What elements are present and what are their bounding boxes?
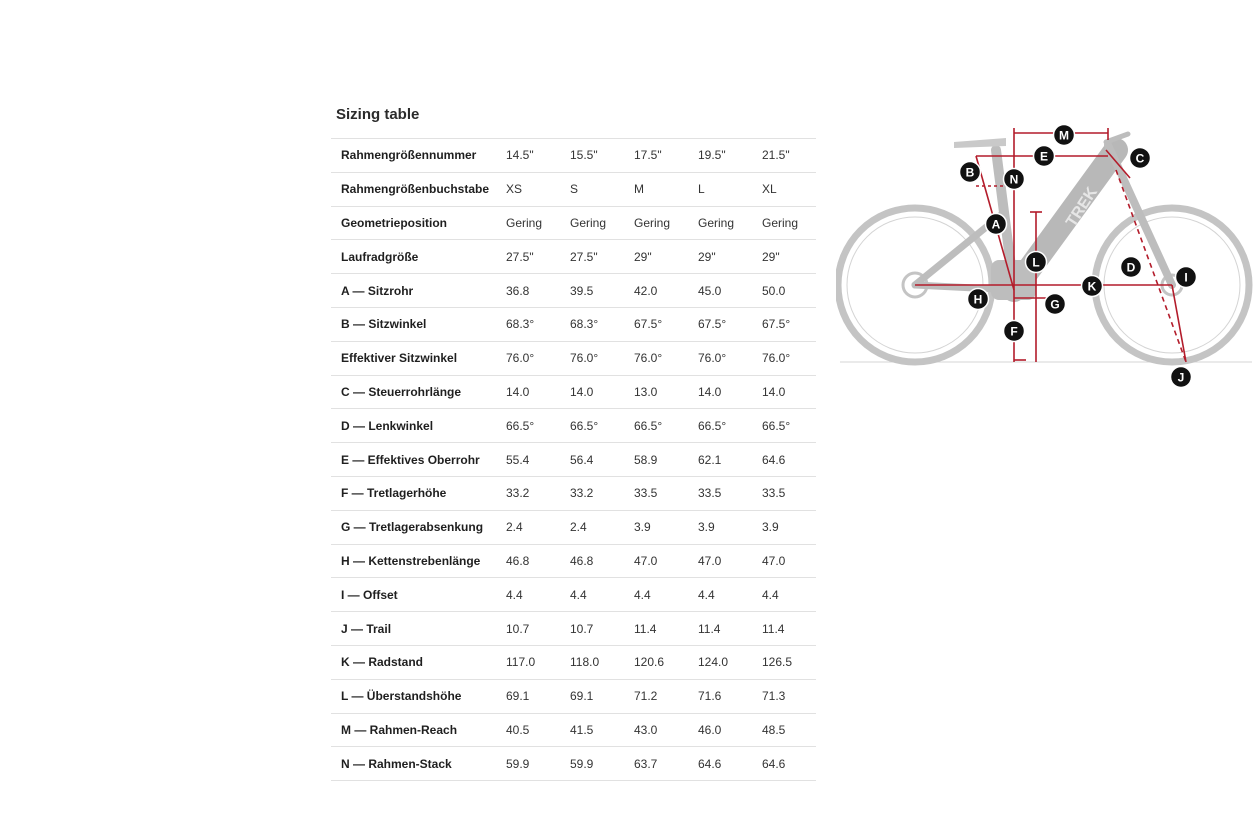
table-cell: 76.0° (624, 341, 688, 375)
table-cell: Gering (624, 206, 688, 240)
marker-label: N (1009, 172, 1019, 187)
table-row (331, 172, 816, 206)
table-cell: 69.1 (560, 679, 624, 713)
table-cell: 126.5 (752, 645, 816, 679)
marker-i (1176, 267, 1197, 288)
table-cell: Gering (688, 206, 752, 240)
table-cell: 58.9 (624, 443, 688, 477)
table-cell: 66.5° (752, 409, 816, 443)
table-cell: 46.8 (496, 544, 560, 578)
sizing-table (331, 138, 816, 781)
marker-label: L (1032, 255, 1040, 270)
marker-e (1034, 146, 1055, 167)
table-cell: 62.1 (688, 443, 752, 477)
table-cell: 71.3 (752, 679, 816, 713)
table-row (331, 240, 816, 274)
marker-l (1026, 252, 1047, 273)
table-cell: 27.5" (496, 240, 560, 274)
table-cell: 33.2 (560, 476, 624, 510)
table-cell: 71.6 (688, 679, 752, 713)
row-label: Effektiver Sitzwinkel (331, 341, 496, 375)
table-row (331, 206, 816, 240)
table-cell: 21.5" (752, 139, 816, 173)
table-cell: 63.7 (624, 747, 688, 781)
table-cell: 56.4 (560, 443, 624, 477)
table-cell: Gering (752, 206, 816, 240)
table-cell: 59.9 (496, 747, 560, 781)
row-label: D — Lenkwinkel (331, 409, 496, 443)
table-cell: 71.2 (624, 679, 688, 713)
marker-label: G (1050, 297, 1060, 312)
table-cell: 76.0° (688, 341, 752, 375)
table-cell: 64.6 (752, 443, 816, 477)
table-cell: 43.0 (624, 713, 688, 747)
table-row (331, 476, 816, 510)
table-cell: 33.5 (624, 476, 688, 510)
row-label: K — Radstand (331, 645, 496, 679)
table-row (331, 510, 816, 544)
marker-a (986, 214, 1007, 235)
table-cell: 76.0° (560, 341, 624, 375)
table-cell: 39.5 (560, 274, 624, 308)
table-cell: 67.5° (752, 307, 816, 341)
table-cell: 68.3° (496, 307, 560, 341)
table-row (331, 341, 816, 375)
table-cell: 64.6 (688, 747, 752, 781)
row-label: I — Offset (331, 578, 496, 612)
marker-label: D (1126, 260, 1136, 275)
table-cell: 33.5 (752, 476, 816, 510)
marker-label: K (1087, 279, 1097, 294)
row-label: L — Überstandshöhe (331, 679, 496, 713)
table-row (331, 679, 816, 713)
table-cell: 10.7 (496, 612, 560, 646)
table-cell: 3.9 (752, 510, 816, 544)
bike-geometry-diagram (836, 120, 1256, 395)
table-cell: 40.5 (496, 713, 560, 747)
table-cell: 66.5° (624, 409, 688, 443)
marker-j (1171, 367, 1192, 388)
table-cell: 13.0 (624, 375, 688, 409)
table-cell: 17.5" (624, 139, 688, 173)
table-cell: 14.5" (496, 139, 560, 173)
marker-g (1045, 294, 1066, 315)
row-label: J — Trail (331, 612, 496, 646)
table-cell: 46.8 (560, 544, 624, 578)
table-row (331, 544, 816, 578)
marker-label: F (1010, 324, 1018, 339)
row-label: N — Rahmen-Stack (331, 747, 496, 781)
table-cell: 4.4 (688, 578, 752, 612)
marker-label: E (1039, 149, 1049, 164)
table-cell: 68.3° (560, 307, 624, 341)
row-label: Geometrieposition (331, 206, 496, 240)
table-cell: Gering (560, 206, 624, 240)
marker-label: J (1177, 370, 1185, 385)
table-cell: 11.4 (752, 612, 816, 646)
table-cell: 3.9 (624, 510, 688, 544)
table-cell: 14.0 (560, 375, 624, 409)
table-row (331, 713, 816, 747)
table-cell: 15.5" (560, 139, 624, 173)
table-cell: 27.5" (560, 240, 624, 274)
table-cell: 33.2 (496, 476, 560, 510)
table-cell: 69.1 (496, 679, 560, 713)
row-label: A — Sitzrohr (331, 274, 496, 308)
table-cell: 66.5° (688, 409, 752, 443)
table-cell: 14.0 (688, 375, 752, 409)
table-row (331, 645, 816, 679)
table-cell: 41.5 (560, 713, 624, 747)
row-label: F — Tretlagerhöhe (331, 476, 496, 510)
table-cell: 50.0 (752, 274, 816, 308)
table-cell: 117.0 (496, 645, 560, 679)
table-cell: 124.0 (688, 645, 752, 679)
table-row (331, 375, 816, 409)
table-cell: 4.4 (624, 578, 688, 612)
table-cell: 120.6 (624, 645, 688, 679)
marker-n (1004, 169, 1025, 190)
table-cell: 29" (624, 240, 688, 274)
table-cell: 2.4 (560, 510, 624, 544)
marker-label: B (965, 165, 975, 180)
table-cell: 19.5" (688, 139, 752, 173)
table-cell: 76.0° (752, 341, 816, 375)
row-label: Laufradgröße (331, 240, 496, 274)
marker-m (1054, 125, 1075, 146)
table-cell: 47.0 (752, 544, 816, 578)
table-cell: 66.5° (560, 409, 624, 443)
row-label: B — Sitzwinkel (331, 307, 496, 341)
table-row (331, 409, 816, 443)
row-label: M — Rahmen-Reach (331, 713, 496, 747)
table-cell: 4.4 (496, 578, 560, 612)
table-cell: 14.0 (496, 375, 560, 409)
table-cell: 29" (688, 240, 752, 274)
marker-label: H (973, 292, 983, 307)
marker-label: C (1135, 151, 1145, 166)
table-cell: 67.5° (624, 307, 688, 341)
table-cell: 67.5° (688, 307, 752, 341)
table-cell: 36.8 (496, 274, 560, 308)
table-cell: Gering (496, 206, 560, 240)
table-cell: XL (752, 172, 816, 206)
marker-label: I (1184, 270, 1188, 285)
table-cell: 11.4 (688, 612, 752, 646)
table-cell: 4.4 (560, 578, 624, 612)
table-cell: M (624, 172, 688, 206)
sizing-table-title: Sizing table (336, 106, 420, 123)
marker-label: M (1059, 128, 1069, 143)
row-label: G — Tretlagerabsenkung (331, 510, 496, 544)
table-cell: 29" (752, 240, 816, 274)
table-cell: 46.0 (688, 713, 752, 747)
table-cell: S (560, 172, 624, 206)
table-cell: 48.5 (752, 713, 816, 747)
marker-d (1121, 257, 1142, 278)
table-cell: 64.6 (752, 747, 816, 781)
table-cell: 76.0° (496, 341, 560, 375)
marker-c (1130, 148, 1151, 169)
row-label: E — Effektives Oberrohr (331, 443, 496, 477)
marker-k (1082, 276, 1103, 297)
table-cell: L (688, 172, 752, 206)
table-cell: 47.0 (624, 544, 688, 578)
table-cell: 45.0 (688, 274, 752, 308)
table-cell: 4.4 (752, 578, 816, 612)
marker-f (1004, 321, 1025, 342)
table-row (331, 139, 816, 173)
table-cell: 59.9 (560, 747, 624, 781)
frame-brand-text: TREK (1063, 184, 1102, 231)
table-cell: 3.9 (688, 510, 752, 544)
table-cell: 14.0 (752, 375, 816, 409)
row-label: C — Steuerrohrlänge (331, 375, 496, 409)
marker-b (960, 162, 981, 183)
table-row (331, 307, 816, 341)
table-row (331, 612, 816, 646)
table-cell: 11.4 (624, 612, 688, 646)
table-cell: 55.4 (496, 443, 560, 477)
table-row (331, 443, 816, 477)
table-row (331, 747, 816, 781)
table-cell: 33.5 (688, 476, 752, 510)
marker-label: A (991, 217, 1001, 232)
table-cell: 47.0 (688, 544, 752, 578)
table-cell: XS (496, 172, 560, 206)
table-cell: 66.5° (496, 409, 560, 443)
row-label: Rahmengrößenbuchstabe (331, 172, 496, 206)
table-cell: 2.4 (496, 510, 560, 544)
table-row (331, 578, 816, 612)
table-cell: 118.0 (560, 645, 624, 679)
table-row (331, 274, 816, 308)
row-label: Rahmengrößennummer (331, 139, 496, 173)
table-cell: 10.7 (560, 612, 624, 646)
table-cell: 42.0 (624, 274, 688, 308)
marker-h (968, 289, 989, 310)
row-label: H — Kettenstrebenlänge (331, 544, 496, 578)
